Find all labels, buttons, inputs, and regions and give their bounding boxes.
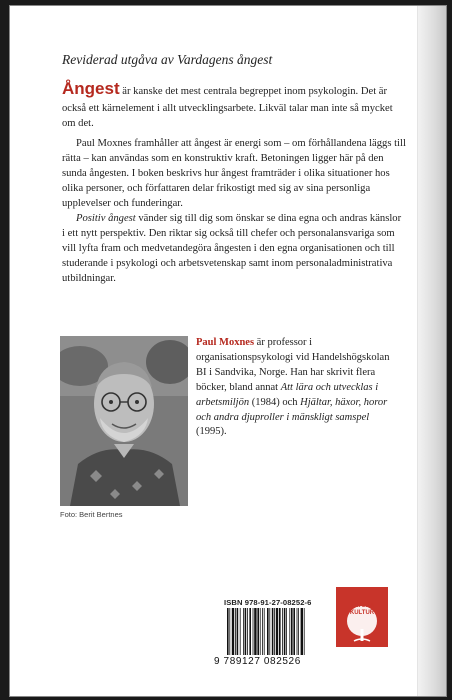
barcode-bar	[279, 608, 281, 655]
blurb-p3-text: vänder sig till dig som önskar se dina egna och andras känslor i ett nytt perspektiv. Den riktar sig också till chefer och personalansvariga som vill lyfta fram och medvetandegöra ångesten i den egna organisationen och till studerande i psykologi och arbetsvetenskap samt inom personaladministrativa utbildningar.	[62, 213, 402, 285]
barcode-bar	[293, 608, 295, 655]
barcode-bar	[249, 608, 251, 655]
barcode-bar	[235, 608, 236, 655]
headword: Ångest	[62, 79, 120, 98]
bio-book-1: Att lära och utvecklas i arbetsmiljön	[196, 381, 379, 408]
blurb-paragraph-2: Paul Moxnes framhåller att ångest är energi som – om förhållandena läggs till rätta – kan användas som en konstruktiv kraft. Betoningen ligger här på den sunda ångesten. I boken beskrivs hur ångest framträder i olika situationer hos olika personer, och författaren delar frikostigt med sig av sina personliga upplevelser och funderingar.	[62, 138, 406, 210]
tree-icon	[336, 587, 388, 647]
bio-book-2: Hjältar, häxor, horor och andra djuproller i mänskligt samspel	[196, 396, 388, 423]
barcode-bar	[257, 608, 259, 655]
barcode-bar	[253, 608, 254, 655]
barcode-number: 9 789127 082526	[214, 656, 301, 667]
publisher-name	[336, 603, 388, 617]
photo-caption: Foto: Berit Bertnes	[60, 510, 123, 519]
barcode-bar	[260, 608, 261, 655]
barcode-bar	[254, 608, 256, 655]
barcode-bar	[282, 608, 283, 655]
author-name: Paul Moxnes	[196, 337, 255, 348]
barcode-bar	[298, 608, 299, 655]
barcode-bar	[229, 608, 230, 655]
barcode	[226, 608, 334, 655]
publisher-line-2: KULTUR	[349, 609, 375, 616]
barcode-bar	[243, 608, 244, 655]
barcode-bar	[245, 608, 247, 655]
barcode-bar	[274, 608, 275, 655]
isbn-label: ISBN 978-91-27-08252-6	[224, 598, 312, 607]
barcode-bar	[304, 608, 305, 655]
publisher-line-1: NATUR&	[349, 603, 375, 609]
barcode-bar	[232, 608, 234, 655]
bio-text-3: (1995).	[196, 426, 227, 438]
publisher-logo	[336, 587, 388, 647]
author-portrait-image	[60, 336, 188, 506]
barcode-bar	[237, 608, 239, 655]
author-photo	[60, 336, 188, 506]
author-bio	[196, 336, 396, 440]
barcode-bar	[240, 608, 241, 655]
subtitle: Reviderad utgåva av Vardagens ångest	[62, 52, 273, 67]
barcode-bar	[247, 608, 248, 655]
barcode-bar	[291, 608, 293, 655]
bio-text-1: är professor i organisationspsykologi vid Handelshögskolan BI i Sandvika, Norge. Han har skrivit flera böcker, bland annat	[196, 337, 390, 393]
book-title-inline: Positiv ångest	[76, 213, 136, 225]
barcode-bar	[289, 608, 290, 655]
barcode-bar	[272, 608, 274, 655]
spine-shadow	[418, 6, 446, 696]
blurb-p1-text: är kanske det mest centrala begreppet inom psykologin. Det är också ett kärnelement i allt utvecklingsarbete. Likväl talar man inte så mycket om det.	[62, 86, 393, 130]
back-cover	[10, 6, 446, 696]
blurb-paragraph-1	[62, 77, 406, 131]
barcode-bar	[297, 608, 298, 655]
barcode-bar	[276, 608, 278, 655]
barcode-bar	[286, 608, 287, 655]
barcode-bar	[227, 608, 229, 655]
barcode-bar	[301, 608, 303, 655]
barcode-bar	[267, 608, 269, 655]
barcode-bar	[264, 608, 265, 655]
blurb-paragraph-3	[62, 211, 406, 286]
barcode-bar	[284, 608, 286, 655]
blurb-section	[62, 52, 406, 287]
barcode-bar	[269, 608, 270, 655]
bio-text-2: (1984) och	[249, 396, 301, 408]
barcode-bar	[262, 608, 263, 655]
